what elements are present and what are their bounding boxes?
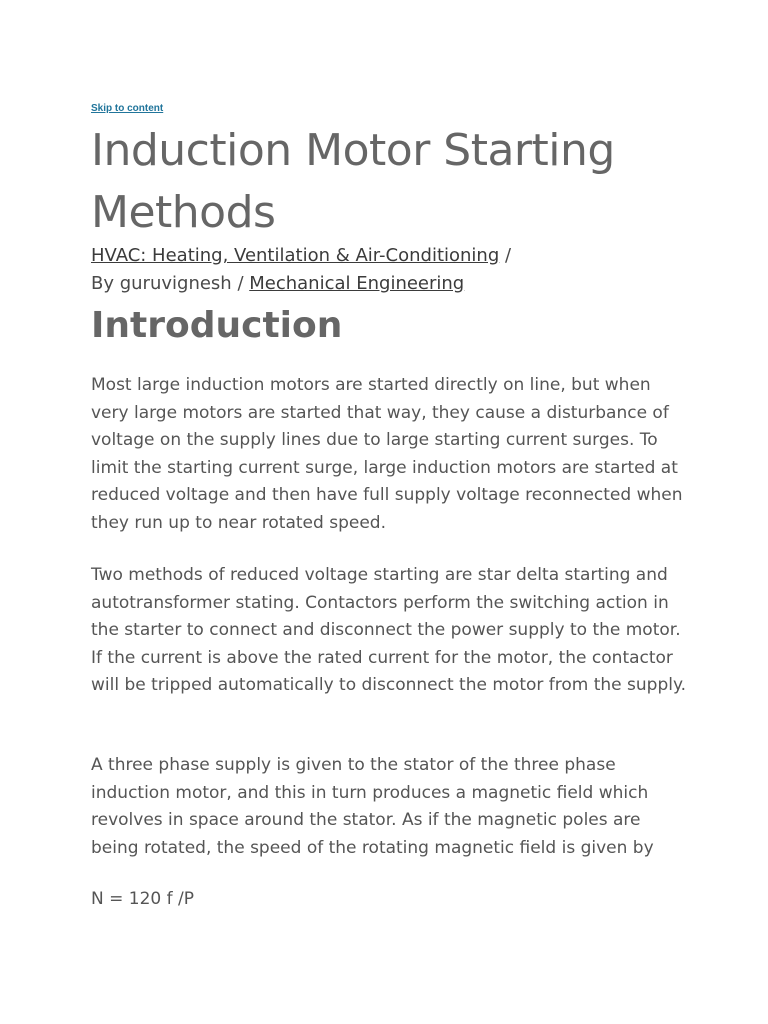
category-link-hvac[interactable]: HVAC: Heating, Ventilation & Air-Conditioning	[91, 245, 500, 266]
post-meta	[91, 242, 691, 298]
paragraph-2: Two methods of reduced voltage starting are star delta starting and autotransformer stating. Contactors perform the switching action in the starter to connect and disconnect the power supply to the motor. If the current is above the rated current for the motor, the contactor will be tripped automatically to disconnect the motor from the supply.	[91, 565, 687, 695]
author-byline: By guruvignesh	[91, 273, 232, 294]
category-link-mechanical-engineering[interactable]: Mechanical Engineering	[249, 273, 465, 294]
section-heading-introduction: Introduction	[91, 305, 343, 346]
paragraph-1: Most large induction motors are started directly on line, but when very large motors are started that way, they cause a disturbance of voltage on the supply lines due to large starting current surges. To limit the starting current surge, large induction motors are started at reduced voltage and then have full supply voltage reconnected when they run up to near rotated speed.	[91, 375, 683, 533]
formula: N = 120 f /P	[91, 889, 194, 909]
page-title: Induction Motor Starting Methods	[91, 125, 615, 238]
paragraph-3: A three phase supply is given to the stator of the three phase induction motor, and this in turn produces a magnetic field which revolves in space around the stator. As if the magnetic poles are being rotated, the speed of the rotating magnetic field is given by	[91, 755, 654, 858]
meta-separator: /	[499, 245, 512, 266]
meta-separator: /	[231, 273, 250, 294]
skip-to-content-link[interactable]: Skip to content	[91, 103, 164, 114]
